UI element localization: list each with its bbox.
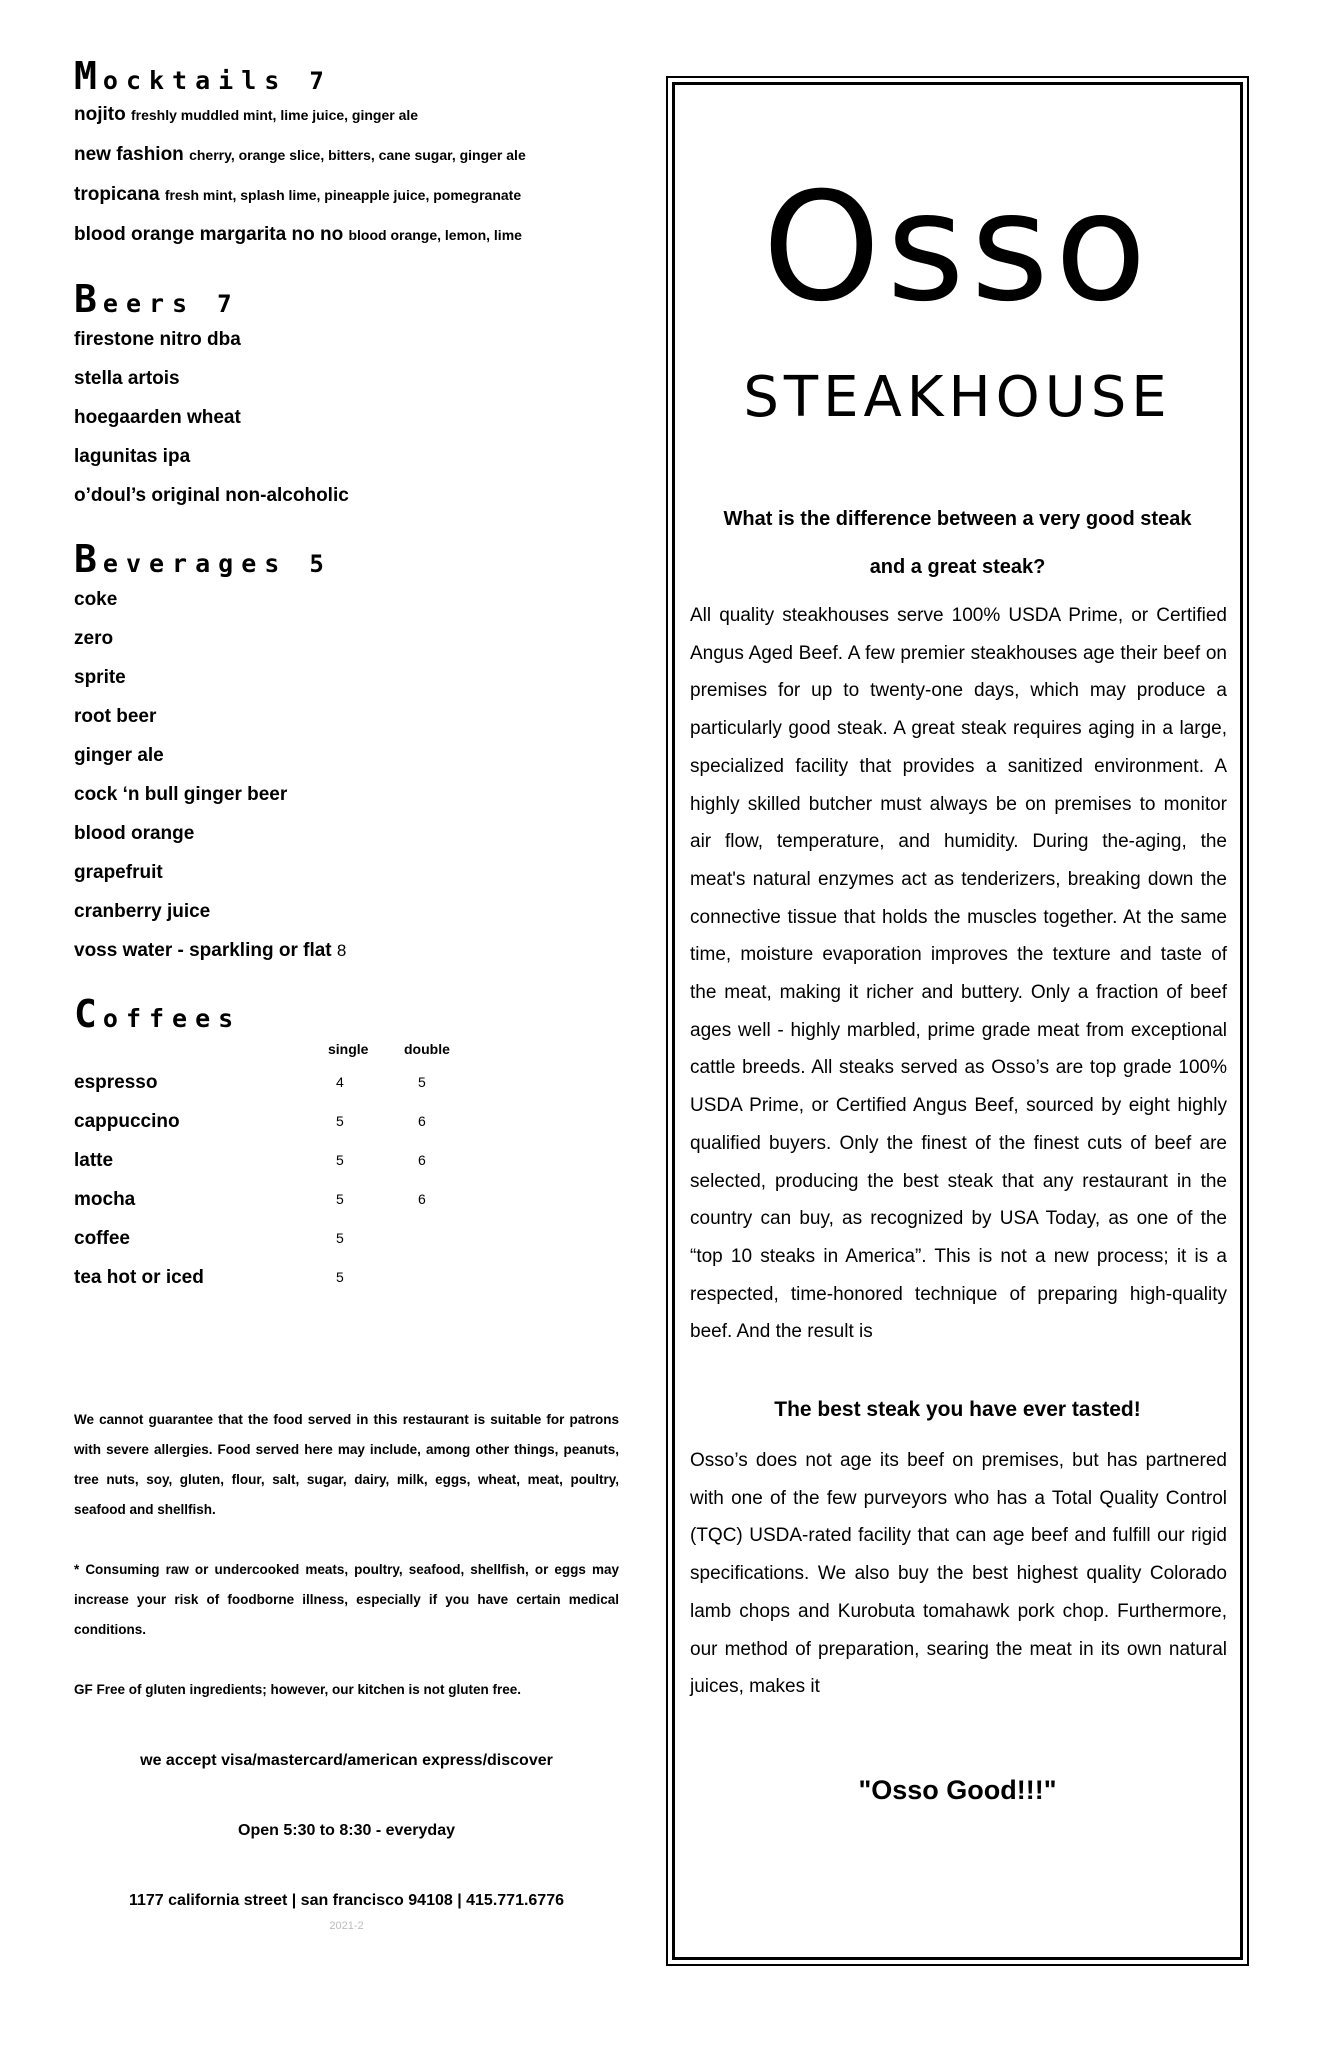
menu-item: ginger ale xyxy=(74,745,164,766)
question-line-1: What is the difference between a very good steak xyxy=(723,508,1192,530)
mocktails-heading: Mocktails 7 xyxy=(74,54,332,98)
menu-item: hoegaarden wheat xyxy=(74,407,241,428)
menu-item: voss water - sparkling or flat 8 xyxy=(74,940,347,961)
menu-item: o’doul’s original non-alcoholic xyxy=(74,485,349,506)
table-row: coffee 5 xyxy=(74,1228,344,1249)
table-row: espresso 4 5 xyxy=(74,1072,426,1093)
partner-paragraph: Osso’s does not age its beef on premises, but has partnered with one of the few purveyors who has a Total Quality Control (TQC) USDA-rated facility that can age beef and fulfill our rigid specifications. We also buy the best highest quality Colorado lamb chops and Kurobuta tomahawk pork chop. Furthermore, our method of preparation, searing the meat in its own natural juices, makes it xyxy=(690,1450,1227,1698)
table-row: mocha 5 6 xyxy=(74,1189,426,1210)
menu-item: blood orange margarita no no blood orange, lemon, lime xyxy=(74,224,522,245)
beers-price: 7 xyxy=(217,290,240,318)
menu-item: cock ‘n bull ginger beer xyxy=(74,784,288,805)
menu-item: zero xyxy=(74,628,114,649)
tagline: "Osso Good!!!" xyxy=(858,1775,1057,1805)
allergy-notice: We cannot guarantee that the food served in this restaurant is suitable for patrons with severe allergies. Food served here may include, among other things, peanuts, tree nuts, soy, gluten, flour, salt, sugar, dairy, milk, eggs, wheat, meat, poultry, seafood and shellfish. xyxy=(74,1412,619,1517)
coffee-table-header xyxy=(74,1035,494,1063)
raw-food-warning: * Consuming raw or undercooked meats, poultry, seafood, shellfish, or eggs may increase your risk of foodborne illness, especially if you have certain medical conditions. xyxy=(74,1562,619,1637)
menu-item: root beer xyxy=(74,706,157,727)
beverages-heading: Beverages 5 xyxy=(74,537,332,581)
menu-item: lagunitas ipa xyxy=(74,446,191,467)
table-row: cappuccino 5 6 xyxy=(74,1111,426,1132)
table-row: tea hot or iced 5 xyxy=(74,1267,344,1288)
menu-item: sprite xyxy=(74,667,126,688)
beverages-price: 5 xyxy=(309,550,332,578)
drinks-menu xyxy=(74,54,634,1297)
coffee-table xyxy=(74,1035,494,1297)
menu-item: coke xyxy=(74,589,118,610)
best-steak-heading: The best steak you have ever tasted! xyxy=(774,1398,1141,1421)
payment-info: we accept visa/mastercard/american express/discover xyxy=(140,1752,553,1769)
table-row: latte 5 6 xyxy=(74,1150,426,1171)
menu-item: cranberry juice xyxy=(74,901,211,922)
menu-item: tropicana fresh mint, splash lime, pineapple juice, pomegranate xyxy=(74,184,522,205)
aging-paragraph: All quality steakhouses serve 100% USDA Prime, or Certified Angus Aged Beef. A few premier steakhouses age their beef on premises for up to twenty-one days, which may produce a particularly good steak. A great steak requires aging in a large, specialized facility that provides a sanitized environment. A highly skilled butcher must always be on premises to monitor air flow, temperature, and humidity. During the-aging, the meat's natural enzymes act as tenderizers, breaking down the connective tissue that holds the muscles together. At the same time, moisture evaporation improves the texture and taste of the meat, making it richer and buttery. Only a fraction of beef ages well - highly marbled, prime grade meat from exceptional cattle breeds. All steaks served as Osso’s are top grade 100% USDA Prime, or Certified Angus Beef, sourced by eight highly qualified buyers. Only the finest of the finest cuts of beef are selected, producing the best steak that any restaurant in the country can buy, as recognized by USA Today, as one of the “top 10 steaks in America”. This is not a new process; it is a respected, time-honored technique of preparing high-quality beef. And the result is xyxy=(690,605,1227,1343)
menu-item: grapefruit xyxy=(74,862,163,883)
menu-item: new fashion cherry, orange slice, bitters, cane sugar, ginger ale xyxy=(74,144,526,165)
menu-item: firestone nitro dba xyxy=(74,329,241,350)
address: 1177 california street | san francisco 94108 | 415.771.6776 xyxy=(128,1892,564,1909)
version-label: 2021-2 xyxy=(329,1920,364,1932)
coffees-heading: Coffees xyxy=(74,992,242,1036)
column-single: single xyxy=(328,1041,369,1057)
menu-item: blood orange xyxy=(74,823,195,844)
mocktails-price: 7 xyxy=(309,67,332,95)
logo-steakhouse: STEAKHOUSE xyxy=(743,365,1172,430)
allergy-notes xyxy=(74,1405,619,1705)
menu-item: stella artois xyxy=(74,368,180,389)
question-line-2: and a great steak? xyxy=(869,556,1046,578)
gluten-free-note: GF Free of gluten ingredients; however, our kitchen is not gluten free. xyxy=(74,1682,522,1697)
menu-item: nojito freshly muddled mint, lime juice, ginger ale xyxy=(74,104,419,125)
steakhouse-panel xyxy=(672,82,1243,1960)
logo-osso: Osso xyxy=(762,161,1153,335)
column-double: double xyxy=(404,1041,450,1057)
beers-heading: Beers 7 xyxy=(74,277,240,321)
opening-hours: Open 5:30 to 8:30 - everyday xyxy=(238,1822,455,1839)
